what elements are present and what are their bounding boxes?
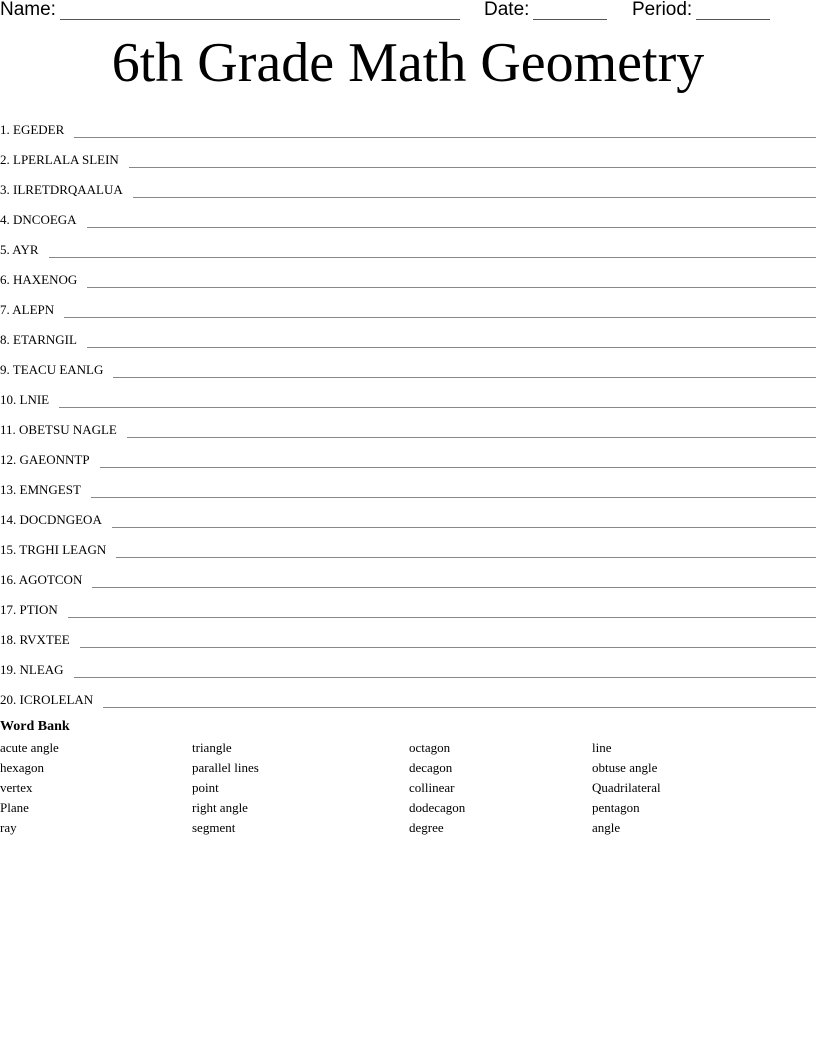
question-row (0, 380, 816, 410)
name-field (0, 0, 460, 20)
period-field (632, 0, 770, 20)
answer-line[interactable] (113, 376, 816, 378)
answer-line[interactable] (74, 676, 816, 678)
answer-line[interactable] (91, 496, 816, 498)
question-label: 9. TEACU EANLG (0, 362, 104, 377)
word-bank-word: parallel lines (192, 760, 259, 775)
date-field (484, 0, 607, 20)
word-bank-word: ray (0, 820, 17, 835)
word-bank-word: Quadrilateral (592, 780, 661, 795)
answer-line[interactable] (68, 616, 816, 618)
question-label: 11. OBETSU NAGLE (0, 422, 117, 437)
question-row (0, 530, 816, 560)
question-label: 17. PTION (0, 602, 58, 617)
word-bank-word: collinear (409, 780, 455, 795)
question-label: 14. DOCDNGEOA (0, 512, 102, 527)
word-bank-word: degree (409, 820, 444, 835)
date-blank-line (533, 3, 607, 20)
word-bank-column (409, 738, 465, 838)
question-row (0, 590, 816, 620)
question-label: 4. DNCOEGA (0, 212, 77, 227)
answer-line[interactable] (100, 466, 816, 468)
name-blank-line (60, 3, 460, 20)
answer-line[interactable] (80, 646, 816, 648)
question-row (0, 560, 816, 590)
word-bank-title: Word Bank (0, 719, 70, 734)
answer-line[interactable] (59, 406, 816, 408)
period-blank-line (696, 3, 770, 20)
question-row (0, 350, 816, 380)
answer-line[interactable] (49, 256, 816, 258)
question-row (0, 110, 816, 140)
name-label: Name: (0, 0, 56, 20)
question-label: 2. LPERLALA SLEIN (0, 152, 119, 167)
word-bank-word: vertex (0, 780, 33, 795)
answer-line[interactable] (87, 346, 816, 348)
question-row (0, 440, 816, 470)
question-label: 5. AYR (0, 242, 39, 257)
question-list (0, 110, 816, 710)
question-row (0, 260, 816, 290)
answer-line[interactable] (116, 556, 816, 558)
word-bank-column (192, 738, 259, 838)
period-label: Period: (632, 0, 693, 20)
question-label: 6. HAXENOG (0, 272, 78, 287)
answer-line[interactable] (87, 226, 816, 228)
question-row (0, 290, 816, 320)
word-bank-word: right angle (192, 800, 248, 815)
answer-line[interactable] (103, 706, 816, 708)
question-row (0, 620, 816, 650)
word-bank-word: acute angle (0, 740, 59, 755)
question-label: 18. RVXTEE (0, 632, 70, 647)
word-bank-column (0, 738, 59, 838)
word-bank (0, 718, 816, 838)
answer-line[interactable] (129, 166, 816, 168)
word-bank-word: dodecagon (409, 800, 466, 815)
word-bank-word: pentagon (592, 800, 640, 815)
word-bank-word: Plane (0, 800, 29, 815)
question-label: 19. NLEAG (0, 662, 64, 677)
question-row (0, 140, 816, 170)
word-bank-word: segment (192, 820, 236, 835)
word-bank-word: obtuse angle (592, 760, 658, 775)
word-bank-word: triangle (192, 740, 232, 755)
word-bank-grid (0, 738, 816, 838)
question-row (0, 650, 816, 680)
question-row (0, 680, 816, 710)
worksheet-title: 6th Grade Math Geometry (111, 32, 705, 94)
answer-line[interactable] (112, 526, 816, 528)
date-label: Date: (484, 0, 530, 20)
word-bank-word: line (592, 740, 612, 755)
question-row (0, 230, 816, 260)
question-row (0, 500, 816, 530)
question-row (0, 470, 816, 500)
answer-line[interactable] (92, 586, 816, 588)
question-label: 3. ILRETDRQAALUA (0, 182, 123, 197)
word-bank-word: hexagon (0, 760, 45, 775)
answer-line[interactable] (74, 136, 816, 138)
question-label: 10. LNIE (0, 392, 50, 407)
answer-line[interactable] (133, 196, 816, 198)
word-bank-column (592, 738, 661, 838)
question-row (0, 320, 816, 350)
question-row (0, 200, 816, 230)
question-label: 8. ETARNGIL (0, 332, 77, 347)
question-label: 20. ICROLELAN (0, 692, 94, 707)
question-label: 15. TRGHI LEAGN (0, 542, 107, 557)
question-row (0, 170, 816, 200)
question-label: 7. ALEPN (0, 302, 55, 317)
word-bank-word: octagon (409, 740, 451, 755)
question-label: 1. EGEDER (0, 122, 65, 137)
answer-line[interactable] (87, 286, 816, 288)
answer-line[interactable] (64, 316, 816, 318)
worksheet-header (0, 0, 816, 22)
word-bank-word: point (192, 780, 219, 795)
question-label: 13. EMNGEST (0, 482, 81, 497)
word-bank-word: angle (592, 820, 621, 835)
word-bank-word: decagon (409, 760, 453, 775)
answer-line[interactable] (127, 436, 816, 438)
question-label: 12. GAEONNTP (0, 452, 90, 467)
question-row (0, 410, 816, 440)
question-label: 16. AGOTCON (0, 572, 83, 587)
